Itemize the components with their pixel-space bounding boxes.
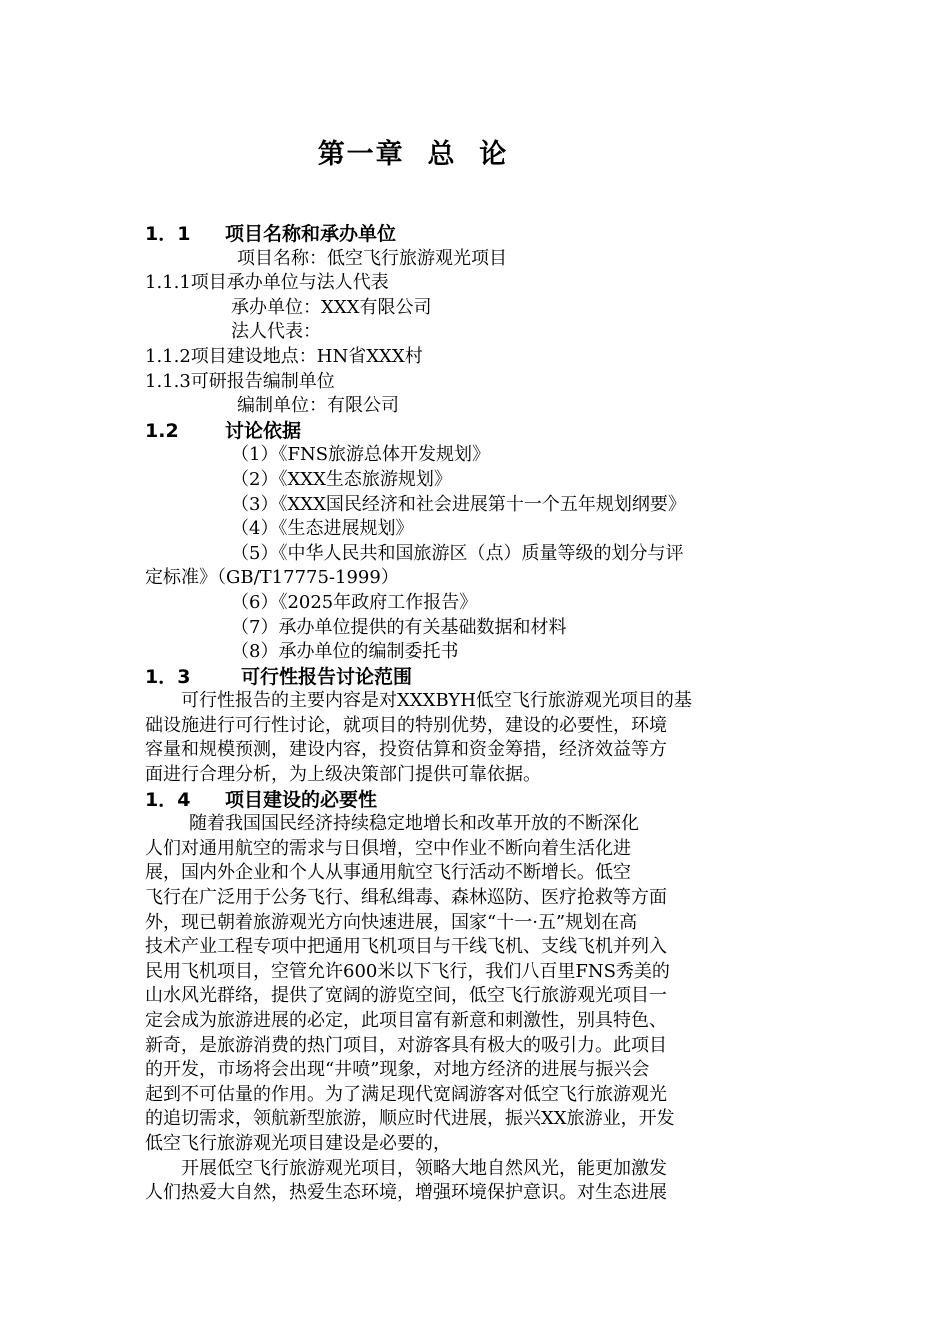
paragraph-line: 的开发，市场将会出现“井喷”现象，对地方经济的进展与振兴会 [145,1059,650,1081]
host-unit-line: 承办单位：XXX有限公司 [231,296,432,318]
basis-item: （7）承办单位提供的有关基础数据和材料 [231,616,567,638]
paragraph-line: 技术产业工程专项中把通用飞机项目与干线飞机、支线飞机并列入 [145,936,667,958]
paragraph-line: 低空飞行旅游观光项目建设是必要的， [145,1132,451,1154]
paragraph-line: 人们对通用航空的需求与日俱增，空中作业不断向着生活化进 [145,837,631,859]
basis-item: （8）承办单位的编制委托书 [231,641,459,663]
basis-item: （3）《XXX国民经济和社会进展第十一个五年规划纲要》 [231,493,686,515]
subsection-1-1-3: 1.1.3可研报告编制单位 [145,370,335,392]
basis-item: （5）《中华人民共和国旅游区（点）质量等级的划分与评 [231,542,684,564]
paragraph-line: 展，国内外企业和个人从事通用航空飞行活动不断增长。低空 [145,862,631,884]
section-title: 项目名称和承办单位 [225,223,397,245]
document-body [145,222,810,1206]
section-heading-1-1 [145,222,810,247]
section-title: 可行性报告讨论范围 [241,665,413,688]
paragraph-line: 面进行合理分析，为上级决策部门提供可靠依据。 [145,764,541,786]
paragraph-line: 人们热爱大自然，热爱生态环境，增强环境保护意识。对生态进展 [145,1182,667,1204]
basis-item: （1）《FNS旅游总体开发规划》 [231,444,491,466]
paragraph-line: 民用飞机项目，空管允许600米以下飞行，我们八百里FNS秀美的 [145,960,670,982]
compile-unit-line: 编制单位：有限公司 [237,395,399,417]
paragraph-line: 新奇，是旅游消费的热门项目，对游客具有极大的吸引力。此项目 [145,1034,667,1056]
section-number: 1．4 [145,788,191,811]
section-number: 1.2 [145,419,179,442]
section-number: 1．1 [145,223,191,245]
paragraph-line: 定会成为旅游进展的必定，此项目富有新意和刺激性，别具特色、 [145,1010,667,1031]
section-title: 讨论依据 [225,419,302,442]
chapter-title: 第一章 总 论 [317,139,509,170]
paragraph-line: 外，现已朝着旅游观光方向快速进展，国家“十一·五”规划在高 [145,911,638,933]
legal-rep-line: 法人代表： [231,321,321,343]
paragraph-line: 容量和规模预测，建设内容，投资估算和资金筹措，经济效益等方 [145,739,667,761]
paragraph-line: 的追切需求，领航新型旅游，顺应时代进展，振兴XX旅游业，开发 [145,1108,675,1130]
paragraph-line: 开展低空飞行旅游观光项目，领略大地自然风光，能更加激发 [181,1157,667,1179]
paragraph-line: 山水风光群络，提供了宽阔的游览空间，低空飞行旅游观光项目一 [145,985,667,1007]
basis-item: （4）《生态进展规划》 [231,518,414,540]
paragraph-line: 可行性报告的主要内容是对XXXBYH低空飞行旅游观光项目的基 [181,690,692,712]
project-name-line: 项目名称：低空飞行旅游观光项目 [237,247,507,269]
subsection-1-1-2: 1.1.2项目建设地点：HN省XXX村 [145,345,423,367]
paragraph-line: 起到不可估量的作用。为了满足现代宽阔游客对低空飞行旅游观光 [145,1083,667,1105]
section-title: 项目建设的必要性 [225,788,378,811]
basis-item: （2）《XXX生态旅游规划》 [231,468,452,490]
paragraph-line: 随着我国国民经济持续稳定地增长和改革开放的不断深化 [189,813,639,835]
basis-item-continued: 定标准》（GB/T17775-1999） [145,567,399,589]
section-heading-1-3 [145,665,810,690]
paragraph-line: 飞行在广泛用于公务飞行、缉私缉毒、森林巡防、医疗抢救等方面 [145,887,667,909]
basis-item: （6）《2025年政府工作报告》 [231,591,478,613]
subsection-1-1-1: 1.1.1项目承办单位与法人代表 [145,272,389,294]
paragraph-line: 础设施进行可行性讨论，就项目的特别优势，建设的必要性，环境 [145,714,667,736]
section-heading-1-4 [145,788,810,813]
section-heading-1-2 [145,419,810,444]
section-number: 1．3 [145,665,191,688]
